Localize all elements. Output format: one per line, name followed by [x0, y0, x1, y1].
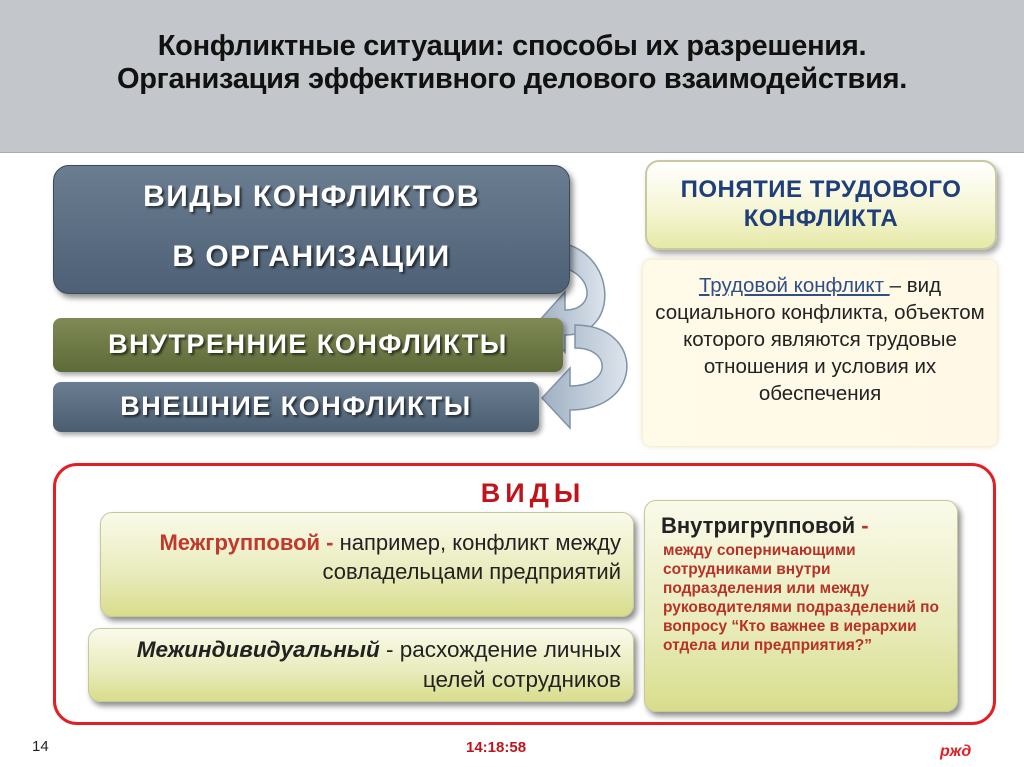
types-title-line-2: В ОРГАНИЗАЦИИ	[172, 240, 451, 273]
intragroup-description: между соперничающими сотрудниками внутри подразделения или между руководителями подразделений по вопросу “Кто важнее в иерархии отдела или предприятия?”	[663, 542, 939, 654]
internal-conflicts-bar	[53, 318, 563, 372]
definition-term: Трудовой конфликт	[698, 274, 890, 297]
interpersonal-term: Межиндивидуальный	[136, 637, 380, 662]
rzd-logo-icon	[938, 738, 994, 762]
intragroup-dash: -	[855, 513, 869, 538]
kinds-heading: ВИДЫ	[480, 478, 586, 508]
slide-number: 14	[32, 738, 49, 755]
concept-box	[645, 160, 997, 250]
interpersonal-box	[88, 628, 634, 702]
definition-body: – вид социального конфликта, объектом которого являются трудовые отношения и условия их обеспечения	[655, 274, 985, 405]
slide-title	[0, 30, 1024, 96]
intragroup-term: Внутригрупповой	[661, 513, 856, 538]
internal-conflicts-label: ВНУТРЕННИЕ КОНФЛИКТЫ	[108, 329, 508, 359]
intergroup-description: например, конфликт между совладельцами предприятий	[322, 530, 621, 584]
intragroup-heading	[661, 513, 951, 539]
interpersonal-description: - расхождение личных целей сотрудников	[379, 637, 621, 692]
concept-title: ПОНЯТИЕ ТРУДОВОГО КОНФЛИКТА	[680, 176, 962, 232]
intergroup-box	[100, 512, 634, 617]
definition-box	[643, 260, 997, 446]
intergroup-text	[111, 528, 621, 586]
title-line-2: Организация эффективного делового взаимодействия.	[117, 63, 907, 95]
types-title-line-1: ВИДЫ КОНФЛИКТОВ	[143, 180, 480, 213]
title-line-1: Конфликтные ситуации: способы их разрешения.	[157, 30, 867, 62]
intergroup-term: Межгрупповой -	[159, 530, 340, 555]
intragroup-box	[644, 500, 958, 712]
interpersonal-text	[99, 635, 621, 695]
conflict-types-box	[53, 165, 570, 294]
definition-text	[651, 272, 989, 407]
svg-text:ржд: ржд	[940, 743, 972, 760]
external-conflicts-label: ВНЕШНИЕ КОНФЛИКТЫ	[120, 391, 472, 421]
external-conflicts-bar	[53, 382, 539, 432]
slide-time: 14:18:58	[466, 739, 527, 756]
